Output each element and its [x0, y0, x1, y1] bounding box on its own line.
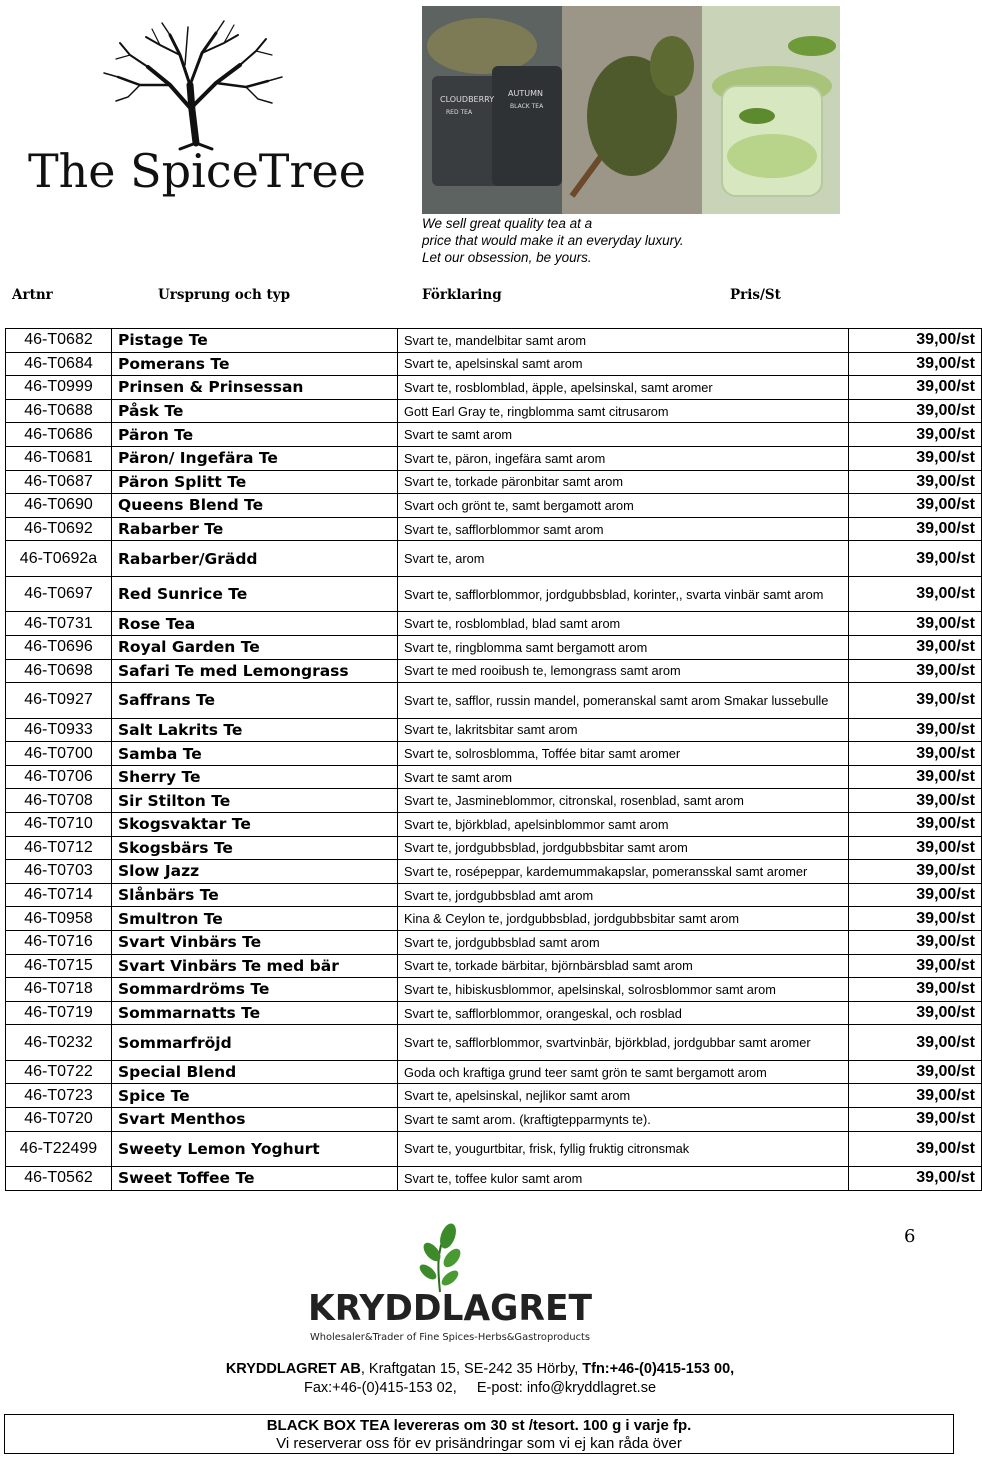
product-price: 39,00/st — [849, 836, 982, 860]
table-row — [6, 470, 982, 494]
tagline-line: price that would make it an everyday luxury. — [422, 233, 684, 248]
article-number: 46-T0681 — [6, 446, 112, 470]
table-row — [6, 1001, 982, 1025]
product-price: 39,00/st — [849, 860, 982, 884]
product-description: Svart te, safflorblommor, orangeskal, och rosblad — [398, 1001, 849, 1025]
table-row — [6, 954, 982, 978]
table-row — [6, 930, 982, 954]
product-price: 39,00/st — [849, 742, 982, 766]
table-row — [6, 659, 982, 683]
product-description: Svart te, torkade bärbitar, björnbärsblad samt arom — [398, 954, 849, 978]
product-name: Smultron Te — [112, 907, 398, 931]
product-description: Svart te, safflorblommor, jordgubbsblad, korinter,, svarta vinbär samt arom — [398, 576, 849, 612]
product-name: Slånbärs Te — [112, 883, 398, 907]
product-description: Svart te, rosépeppar, kardemummakapslar, pomeransskal samt aromer — [398, 860, 849, 884]
product-description: Svart te, jordgubbsblad amt arom — [398, 883, 849, 907]
article-number: 46-T0708 — [6, 789, 112, 813]
table-row — [6, 494, 982, 518]
product-name: Sweet Toffee Te — [112, 1167, 398, 1191]
product-price: 39,00/st — [849, 1084, 982, 1108]
article-number: 46-T0232 — [6, 1025, 112, 1061]
svg-text:RED TEA: RED TEA — [446, 109, 473, 116]
product-name: Svart Menthos — [112, 1108, 398, 1132]
article-number: 46-T0562 — [6, 1167, 112, 1191]
tagline-line: We sell great quality tea at a — [422, 216, 593, 231]
product-price: 39,00/st — [849, 1108, 982, 1132]
product-price: 39,00/st — [849, 352, 982, 376]
product-price: 39,00/st — [849, 576, 982, 612]
product-price: 39,00/st — [849, 1060, 982, 1084]
product-price: 39,00/st — [849, 329, 982, 353]
product-price: 39,00/st — [849, 376, 982, 400]
product-description: Svart te samt arom — [398, 423, 849, 447]
article-number: 46-T0710 — [6, 813, 112, 837]
product-price: 39,00/st — [849, 813, 982, 837]
product-name: Sherry Te — [112, 765, 398, 789]
article-number: 46-T0714 — [6, 883, 112, 907]
article-number: 46-T0722 — [6, 1060, 112, 1084]
product-name: Queens Blend Te — [112, 494, 398, 518]
product-price: 39,00/st — [849, 541, 982, 577]
table-row — [6, 352, 982, 376]
product-name: Saffrans Te — [112, 683, 398, 719]
product-description: Svart te, jordgubbsblad, jordgubbsbitar samt arom — [398, 836, 849, 860]
product-description: Svart te, safflorblommor, svartvinbär, björkblad, jordgubbar samt aromer — [398, 1025, 849, 1061]
product-price: 39,00/st — [849, 765, 982, 789]
svg-text:Wholesaler&Trader of Fine Spic: Wholesaler&Trader of Fine Spices-Herbs&Gastroproducts — [310, 1332, 590, 1343]
table-row — [6, 329, 982, 353]
article-number: 46-T0712 — [6, 836, 112, 860]
article-number: 46-T0715 — [6, 954, 112, 978]
article-number: 46-T0927 — [6, 683, 112, 719]
product-name: Samba Te — [112, 742, 398, 766]
product-name: Royal Garden Te — [112, 635, 398, 659]
product-name: Skogsbärs Te — [112, 836, 398, 860]
footer-line-1 — [0, 1360, 960, 1379]
article-number: 46-T22499 — [6, 1131, 112, 1167]
product-description: Svart te, apelsinskal, nejlikor samt arom — [398, 1084, 849, 1108]
product-name: Skogsvaktar Te — [112, 813, 398, 837]
article-number: 46-T0999 — [6, 376, 112, 400]
article-number: 46-T0958 — [6, 907, 112, 931]
article-number: 46-T0719 — [6, 1001, 112, 1025]
table-row — [6, 765, 982, 789]
product-name: Red Sunrice Te — [112, 576, 398, 612]
product-name: Päron/ Ingefära Te — [112, 446, 398, 470]
svg-text:AUTUMN: AUTUMN — [508, 89, 543, 98]
tagline-line: Let our obsession, be yours. — [422, 250, 592, 265]
table-row — [6, 446, 982, 470]
product-description: Svart te, torkade päronbitar samt arom — [398, 470, 849, 494]
footer-address — [0, 1360, 960, 1398]
article-number: 46-T0723 — [6, 1084, 112, 1108]
product-name: Pomerans Te — [112, 352, 398, 376]
product-description: Svart te, Jasmineblommor, citronskal, rosenblad, samt arom — [398, 789, 849, 813]
article-number: 46-T0706 — [6, 765, 112, 789]
tea-photo — [422, 6, 840, 214]
company-address: , Kraftgatan 15, SE-242 35 Hörby, — [360, 1361, 583, 1377]
product-price: 39,00/st — [849, 1001, 982, 1025]
company-name: KRYDDLAGRET AB — [225, 1361, 361, 1377]
product-price: 39,00/st — [849, 446, 982, 470]
article-number: 46-T0692 — [6, 517, 112, 541]
product-description: Svart te, rosblomblad, blad samt arom — [398, 612, 849, 636]
product-price: 39,00/st — [849, 399, 982, 423]
product-name: Salt Lakrits Te — [112, 718, 398, 742]
table-row — [6, 813, 982, 837]
product-name: Prinsen & Prinsessan — [112, 376, 398, 400]
product-name: Slow Jazz — [112, 860, 398, 884]
svg-text:KRYDDLAGRET: KRYDDLAGRET — [308, 1288, 593, 1329]
product-price: 39,00/st — [849, 494, 982, 518]
footer-line-2: Fax:+46-(0)415-153 02, E-post: info@kryddlagret.se — [303, 1380, 657, 1396]
header-artnr: Artnr — [12, 287, 53, 303]
product-name: Pistage Te — [112, 329, 398, 353]
table-row — [6, 541, 982, 577]
product-description: Svart te, arom — [398, 541, 849, 577]
product-price: 39,00/st — [849, 659, 982, 683]
table-row — [6, 576, 982, 612]
article-number: 46-T0686 — [6, 423, 112, 447]
table-row — [6, 789, 982, 813]
product-description: Svart te, safflorblommor samt arom — [398, 517, 849, 541]
header-pris: Pris/St — [730, 287, 781, 303]
product-description: Svart te, rosblomblad, äpple, apelsinskal, samt aromer — [398, 376, 849, 400]
svg-text:BLACK TEA: BLACK TEA — [510, 103, 544, 110]
footer-notice-box — [4, 1414, 954, 1454]
table-row — [6, 742, 982, 766]
product-price: 39,00/st — [849, 954, 982, 978]
article-number: 46-T0692a — [6, 541, 112, 577]
notice-line-1: BLACK BOX TEA levereras om 30 st /tesort. 100 g i varje fp. — [266, 1417, 692, 1434]
product-description: Svart te, solrosblomma, Toffée bitar samt aromer — [398, 742, 849, 766]
product-price: 39,00/st — [849, 1025, 982, 1061]
product-name: Sir Stilton Te — [112, 789, 398, 813]
leaf-icon — [417, 1221, 464, 1292]
product-name: Sommarfröjd — [112, 1025, 398, 1061]
article-number: 46-T0688 — [6, 399, 112, 423]
product-description: Svart te med rooibush te, lemongrass samt arom — [398, 659, 849, 683]
product-name: Sweety Lemon Yoghurt — [112, 1131, 398, 1167]
product-price: 39,00/st — [849, 423, 982, 447]
product-name: Sommardröms Te — [112, 978, 398, 1002]
product-price: 39,00/st — [849, 883, 982, 907]
product-description: Svart te, jordgubbsblad samt arom — [398, 930, 849, 954]
product-name: Sommarnatts Te — [112, 1001, 398, 1025]
table-row — [6, 860, 982, 884]
table-row — [6, 1025, 982, 1061]
product-price: 39,00/st — [849, 907, 982, 931]
product-name: Päron Splitt Te — [112, 470, 398, 494]
product-description: Svart te samt arom — [398, 765, 849, 789]
product-name: Safari Te med Lemongrass — [112, 659, 398, 683]
product-price: 39,00/st — [849, 635, 982, 659]
table-row — [6, 1084, 982, 1108]
product-description: Svart te samt arom. (kraftigtepparmynts te). — [398, 1108, 849, 1132]
article-number: 46-T0700 — [6, 742, 112, 766]
article-number: 46-T0687 — [6, 470, 112, 494]
product-name: Special Blend — [112, 1060, 398, 1084]
table-row — [6, 883, 982, 907]
product-price: 39,00/st — [849, 718, 982, 742]
article-number: 46-T0698 — [6, 659, 112, 683]
table-row — [6, 836, 982, 860]
tagline — [422, 215, 722, 266]
product-price: 39,00/st — [849, 789, 982, 813]
product-name: Svart Vinbärs Te — [112, 930, 398, 954]
table-row — [6, 1167, 982, 1191]
price-table — [5, 328, 982, 1191]
product-description: Svart te, yougurtbitar, frisk, fyllig fruktig citronsmak — [398, 1131, 849, 1167]
article-number: 46-T0690 — [6, 494, 112, 518]
table-row — [6, 376, 982, 400]
product-name: Påsk Te — [112, 399, 398, 423]
table-row — [6, 423, 982, 447]
page-number: 6 — [904, 1226, 916, 1247]
svg-text:CLOUDBERRY: CLOUDBERRY — [440, 95, 495, 104]
article-number: 46-T0697 — [6, 576, 112, 612]
product-description: Svart och grönt te, samt bergamott arom — [398, 494, 849, 518]
header-ursprung: Ursprung och typ — [158, 287, 291, 303]
spicetree-logo — [20, 15, 366, 205]
svg-text:The SpiceTree: The SpiceTree — [28, 144, 366, 198]
product-description: Svart te, toffee kulor samt arom — [398, 1167, 849, 1191]
table-row — [6, 1060, 982, 1084]
notice-line-2: Vi reserverar oss för ev prisändringar som vi ej kan råda över — [276, 1435, 682, 1452]
table-row — [6, 635, 982, 659]
product-description: Svart te, safflor, russin mandel, pomeranskal samt arom Smakar lussebulle — [398, 683, 849, 719]
product-description: Svart te, päron, ingefära samt arom — [398, 446, 849, 470]
product-description: Kina & Ceylon te, jordgubbsblad, jordgubbsbitar samt arom — [398, 907, 849, 931]
table-row — [6, 978, 982, 1002]
product-description: Svart te, apelsinskal samt arom — [398, 352, 849, 376]
product-name: Rabarber/Grädd — [112, 541, 398, 577]
product-name: Rose Tea — [112, 612, 398, 636]
table-row — [6, 718, 982, 742]
product-name: Spice Te — [112, 1084, 398, 1108]
product-price: 39,00/st — [849, 612, 982, 636]
tree-icon — [20, 15, 366, 205]
kryddlagret-logo — [300, 1222, 600, 1352]
product-name: Päron Te — [112, 423, 398, 447]
article-number: 46-T0716 — [6, 930, 112, 954]
company-phone: Tfn:+46-(0)415-153 00, — [582, 1361, 735, 1377]
article-number: 46-T0696 — [6, 635, 112, 659]
product-name: Svart Vinbärs Te med bär — [112, 954, 398, 978]
table-row — [6, 1131, 982, 1167]
product-price: 39,00/st — [849, 683, 982, 719]
table-row — [6, 399, 982, 423]
product-price: 39,00/st — [849, 1167, 982, 1191]
product-description: Goda och kraftiga grund teer samt grön te samt bergamott arom — [398, 1060, 849, 1084]
header-forklaring: Förklaring — [422, 287, 502, 303]
table-row — [6, 683, 982, 719]
table-row — [6, 517, 982, 541]
product-price: 39,00/st — [849, 930, 982, 954]
product-description: Svart te, lakritsbitar samt arom — [398, 718, 849, 742]
article-number: 46-T0718 — [6, 978, 112, 1002]
product-description: Svart te, mandelbitar samt arom — [398, 329, 849, 353]
table-row — [6, 1108, 982, 1132]
article-number: 46-T0703 — [6, 860, 112, 884]
table-row — [6, 612, 982, 636]
product-description: Svart te, ringblomma samt bergamott arom — [398, 635, 849, 659]
article-number: 46-T0682 — [6, 329, 112, 353]
article-number: 46-T0933 — [6, 718, 112, 742]
product-price: 39,00/st — [849, 978, 982, 1002]
product-price: 39,00/st — [849, 470, 982, 494]
product-price: 39,00/st — [849, 517, 982, 541]
product-price: 39,00/st — [849, 1131, 982, 1167]
product-name: Rabarber Te — [112, 517, 398, 541]
article-number: 46-T0684 — [6, 352, 112, 376]
product-description: Svart te, hibiskusblommor, apelsinskal, solrosblommor samt arom — [398, 978, 849, 1002]
product-description: Gott Earl Gray te, ringblomma samt citrusarom — [398, 399, 849, 423]
product-description: Svart te, björkblad, apelsinblommor samt arom — [398, 813, 849, 837]
article-number: 46-T0720 — [6, 1108, 112, 1132]
table-row — [6, 907, 982, 931]
article-number: 46-T0731 — [6, 612, 112, 636]
